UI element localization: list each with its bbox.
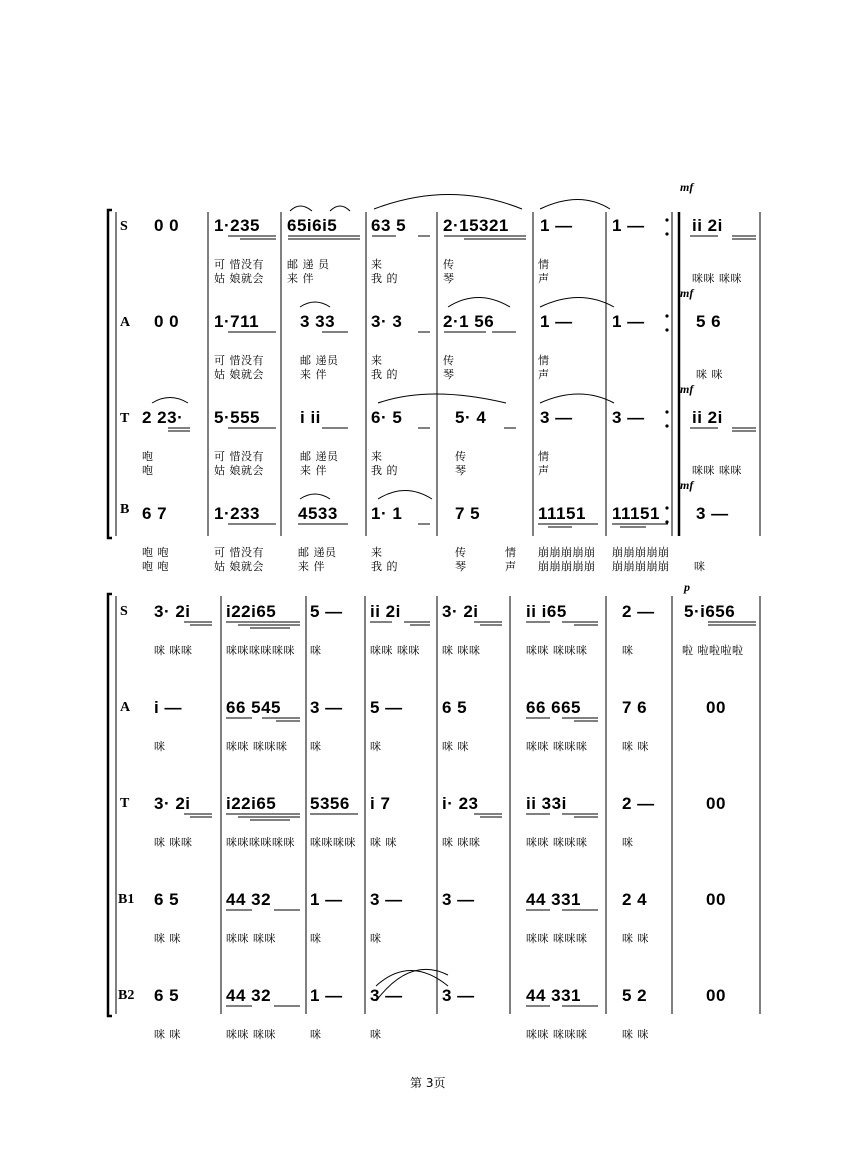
part-label: A [120, 700, 131, 715]
dynamic-mark: mf [680, 286, 694, 300]
measure: 1·711 [214, 312, 260, 331]
lyric: 咪 [310, 932, 322, 945]
measure: 5 2 [622, 986, 648, 1005]
lyric: 情 [538, 258, 550, 271]
part-label: T [120, 411, 130, 426]
measure: 5 6 [696, 312, 722, 331]
lyric: 我 的 [371, 368, 398, 381]
measure: 1 — [310, 890, 343, 909]
measure: 6· 5 [371, 408, 403, 427]
lyric: 情 [505, 546, 517, 559]
measure: 3 — [696, 504, 729, 523]
measure: 44 32 [226, 986, 272, 1005]
lyric: 来 伴 [298, 560, 325, 573]
lyric: 来 伴 [300, 464, 327, 477]
lyric: 咆 咆 [142, 560, 169, 573]
lyric: 可 惜没有 [214, 258, 264, 271]
lyric: 我 的 [371, 464, 398, 477]
measure: 1 — [540, 216, 573, 235]
lyric: 咪 咪 [442, 740, 469, 753]
measure: 66 545 [226, 698, 281, 717]
page-number: 第 3页 [410, 1076, 446, 1090]
lyric: 咪 [370, 1028, 382, 1041]
measure: 5·i656 [684, 602, 736, 621]
measure: 2·15321 [443, 216, 509, 235]
measure: 6 5 [442, 698, 468, 717]
lyric: 咪 [370, 740, 382, 753]
measure: 1· 1 [371, 504, 403, 523]
lyric: 琴 [443, 368, 455, 381]
lyric: 琴 [455, 464, 467, 477]
measure: 1 — [612, 216, 645, 235]
lyric: 来 [371, 450, 383, 463]
measure: 3· 2i [154, 794, 191, 813]
measure: 00 [706, 698, 726, 717]
lyric: 崩崩崩崩崩 [612, 546, 670, 559]
lyric: 情 [538, 354, 550, 367]
lyric: 咪 咪咪 [442, 644, 481, 657]
measure: i — [154, 698, 182, 717]
lyric: 咪咪 咪咪咪 [526, 1028, 588, 1041]
lyric: 可 惜没有 [214, 450, 264, 463]
lyric: 姑 娘就会 [214, 464, 264, 477]
measure: 1 — [310, 986, 343, 1005]
measure: 0 0 [154, 312, 180, 331]
lyric: 可 惜没有 [214, 546, 264, 559]
lyric: 来 伴 [287, 272, 314, 285]
lyric: 咪 咪 [370, 836, 397, 849]
measure: 6 5 [154, 890, 180, 909]
measure: 3 — [442, 986, 475, 1005]
lyric: 姑 娘就会 [214, 560, 264, 573]
part-label: A [120, 315, 131, 330]
lyric: 来 伴 [300, 368, 327, 381]
measure: 3 — [370, 890, 403, 909]
lyric: 咆 [142, 450, 154, 463]
lyric: 传 [455, 546, 467, 559]
measure: i22i65 [226, 794, 277, 813]
dynamic-mark: p [684, 580, 690, 594]
lyric: 咪咪 咪咪 [226, 1028, 276, 1041]
measure: 5·555 [214, 408, 260, 427]
lyric: 传 [455, 450, 467, 463]
lyric: 邮 递员 [300, 354, 339, 367]
measure: 44 331 [526, 890, 581, 909]
lyric: 来 [371, 546, 383, 559]
lyric: 姑 娘就会 [214, 368, 264, 381]
lyric: 咪 咪 [622, 1028, 649, 1041]
measure: i· 23 [442, 794, 479, 813]
lyric: 情 [538, 450, 550, 463]
measure: 3 33 [300, 312, 336, 331]
measure: 3 — [442, 890, 475, 909]
dynamic-mark: mf [680, 180, 694, 194]
dynamic-mark: mf [680, 382, 694, 396]
lyric: 琴 [455, 560, 467, 573]
measure: 7 6 [622, 698, 648, 717]
measure: 1·233 [214, 504, 260, 523]
lyric: 咪 咪 [622, 740, 649, 753]
measure: i22i65 [226, 602, 277, 621]
lyric: 声 [538, 272, 550, 285]
lyric: 咪 [622, 644, 634, 657]
measure: 63 5 [371, 216, 407, 235]
part-label: B2 [118, 988, 135, 1003]
measure: 66 665 [526, 698, 581, 717]
lyric: 咪咪 咪咪 [692, 272, 742, 285]
measure: 3 — [540, 408, 573, 427]
measure: 5 — [370, 698, 403, 717]
lyric: 声 [538, 368, 550, 381]
lyric: 可 惜没有 [214, 354, 264, 367]
lyric: 咪咪 咪咪咪 [526, 836, 588, 849]
measure: 2 — [622, 794, 655, 813]
lyric: 咪咪 咪咪咪 [526, 932, 588, 945]
lyric: 咪 [310, 644, 322, 657]
lyric: 咪 咪 [696, 368, 723, 381]
measure: 00 [706, 794, 726, 813]
lyric: 咆 咆 [142, 546, 169, 559]
measure: 4533 [298, 504, 338, 523]
dynamic-mark: mf [680, 478, 694, 492]
measure: 2 — [622, 602, 655, 621]
part-label: B [120, 502, 130, 517]
measure: 65i6i5 [287, 216, 338, 235]
lyric: 咪 [622, 836, 634, 849]
lyric: 传 [443, 354, 455, 367]
lyric: 我 的 [371, 560, 398, 573]
measure: ii 33i [526, 794, 567, 813]
measure: 5356 [310, 794, 350, 813]
lyric: 我 的 [371, 272, 398, 285]
measure: ii 2i [692, 216, 723, 235]
lyric: 崩崩崩崩崩 [612, 560, 670, 573]
measure: ii 2i [370, 602, 401, 621]
lyric: 咪咪 咪咪咪 [526, 644, 588, 657]
measure: 3· 2i [442, 602, 479, 621]
lyric: 崩崩崩崩崩 [538, 546, 596, 559]
lyric: 邮 递员 [300, 450, 339, 463]
lyric: 姑 娘就会 [214, 272, 264, 285]
lyric: 咆 [142, 464, 154, 477]
lyric: 咪咪 咪咪咪 [226, 740, 288, 753]
measure: 11151 [612, 504, 660, 523]
lyric: 咪 [370, 932, 382, 945]
measure: i 7 [370, 794, 391, 813]
lyric: 咪咪 咪咪 [370, 644, 420, 657]
part-label: T [120, 796, 130, 811]
measure: 2 23· [142, 408, 184, 427]
part-label: S [120, 604, 128, 619]
lyric: 来 [371, 258, 383, 271]
measure: 5 — [310, 602, 343, 621]
lyric: 邮 递 员 [287, 258, 330, 271]
measure: 44 32 [226, 890, 272, 909]
measure: 1 — [612, 312, 645, 331]
measure: 1 — [540, 312, 573, 331]
measure: 6 7 [142, 504, 168, 523]
measure: 44 331 [526, 986, 581, 1005]
measure: 3 — [370, 986, 403, 1005]
measure: 3· 2i [154, 602, 191, 621]
lyric: 咪 咪 [154, 1028, 181, 1041]
lyric: 咪 咪 [154, 932, 181, 945]
measure: ii i65 [526, 602, 567, 621]
lyric: 崩崩崩崩崩 [538, 560, 596, 573]
measure: ii 2i [692, 408, 723, 427]
measure: 00 [706, 890, 726, 909]
lyric: 咪 咪咪 [154, 836, 193, 849]
lyric: 咪 咪 [622, 932, 649, 945]
measure: 2 4 [622, 890, 648, 909]
lyric: 邮 递员 [298, 546, 337, 559]
lyric: 咪 [154, 740, 166, 753]
lyric: 咪咪 咪咪 [226, 932, 276, 945]
lyric: 咪咪 咪咪咪 [526, 740, 588, 753]
lyric: 来 [371, 354, 383, 367]
part-label: S [120, 219, 128, 234]
lyric: 传 [443, 258, 455, 271]
measure: 0 0 [154, 216, 180, 235]
measure: 2·1 56 [443, 312, 495, 331]
lyric: 声 [505, 560, 517, 573]
lyric: 啦 啦啦啦啦 [682, 644, 744, 657]
measure: 3· 3 [371, 312, 403, 331]
measure: 5· 4 [455, 408, 487, 427]
part-label: B1 [118, 892, 135, 907]
measure: 7 5 [455, 504, 481, 523]
measure: i ii [300, 408, 321, 427]
lyric: 咪 咪咪 [442, 836, 481, 849]
lyric: 琴 [443, 272, 455, 285]
measure: 1·235 [214, 216, 260, 235]
lyric: 声 [538, 464, 550, 477]
lyric: 咪咪咪咪咪咪 [226, 644, 295, 657]
lyric: 咪 [694, 560, 706, 573]
lyric: 咪咪咪咪 [310, 836, 356, 849]
lyric: 咪 [310, 740, 322, 753]
measure: 3 — [310, 698, 343, 717]
measure: 00 [706, 986, 726, 1005]
measure: 6 5 [154, 986, 180, 1005]
lyric: 咪咪咪咪咪咪 [226, 836, 295, 849]
measure: 11151 [538, 504, 586, 523]
lyric: 咪咪 咪咪 [692, 464, 742, 477]
measure: 3 — [612, 408, 645, 427]
lyric: 咪 [310, 1028, 322, 1041]
lyric: 咪 咪咪 [154, 644, 193, 657]
